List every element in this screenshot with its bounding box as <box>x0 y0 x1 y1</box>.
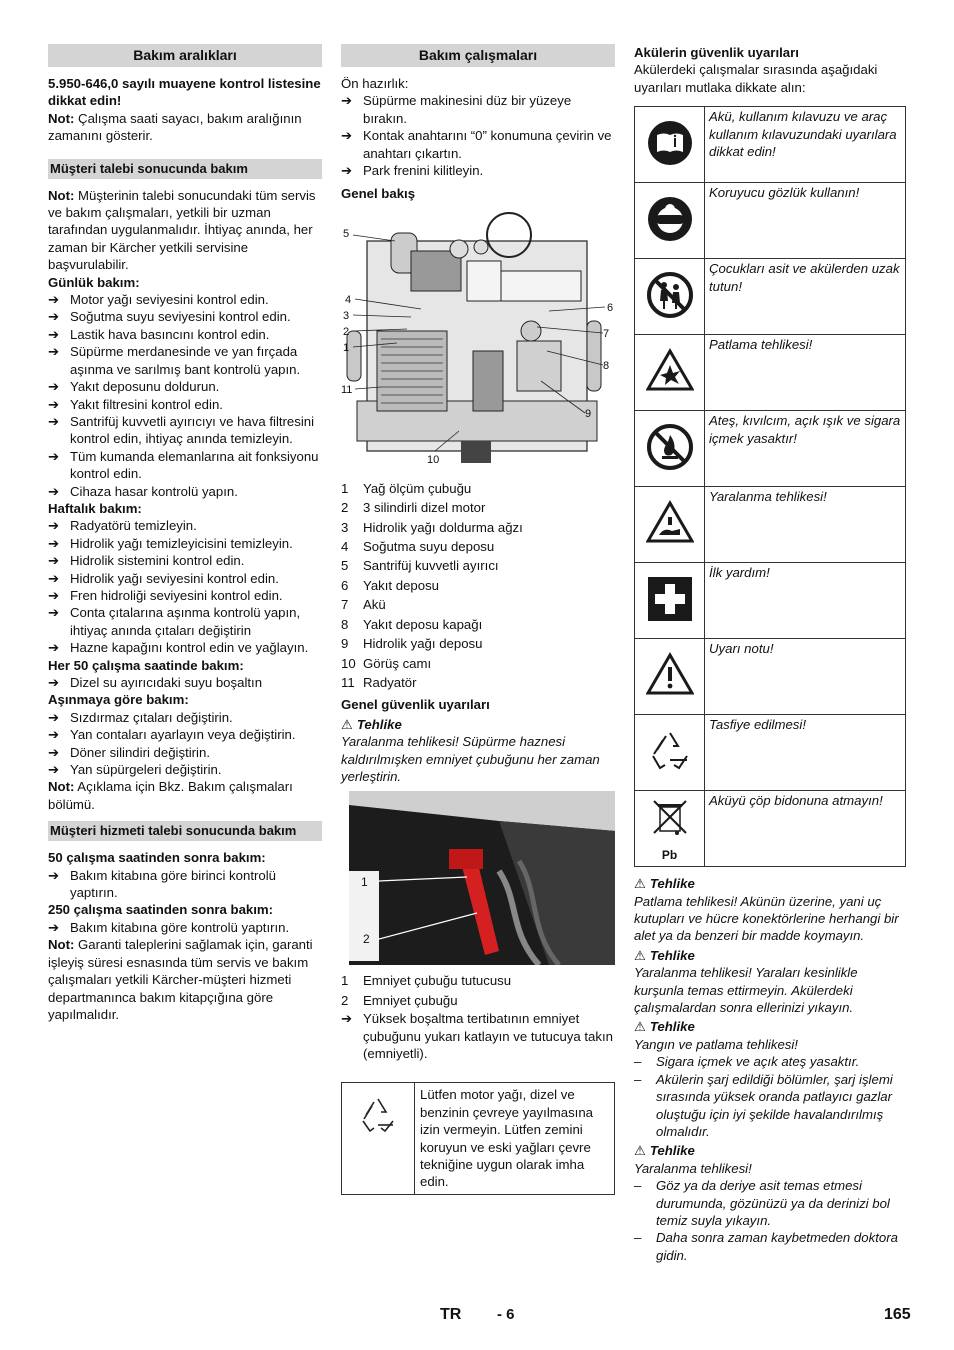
safety-bar-photo <box>349 791 615 965</box>
arrow-icon: ➔ <box>48 379 60 395</box>
list-item: ➔ Park frenini kilitleyin. <box>341 163 484 179</box>
arrow-icon: ➔ <box>341 128 353 144</box>
list-item: ➔ Yakıt deposunu doldurun. <box>48 379 220 395</box>
warning-icon: ⚠ <box>634 1143 646 1159</box>
callout-label: 4 <box>345 293 352 306</box>
callout-label: 3 <box>343 309 350 322</box>
list-item: ➔ Conta çıtalarına aşınma kontrolü yapın, ihtiyaç anında çıtaları değiştirin <box>48 605 301 638</box>
footer-language: TR <box>440 1306 462 1323</box>
warning-icon: ⚠ <box>634 876 646 892</box>
list-item: ➔ Yan süpürgeleri değiştirin. <box>48 762 222 778</box>
part-item: 2 Emniyet çubuğu <box>341 992 458 1008</box>
machine-drawing <box>341 211 615 473</box>
arrow-icon: ➔ <box>48 535 60 551</box>
symbol-text: Tasfiye edilmesi! <box>705 715 906 791</box>
part-item: 9 Hidrolik yağı deposu <box>341 636 483 652</box>
symbol-row <box>635 487 906 563</box>
callout-label: 5 <box>343 227 350 240</box>
battery-heading: Akülerin güvenlik uyarıları <box>634 45 799 60</box>
no-bin-icon <box>635 791 705 867</box>
danger-text: Yaralanma tehlikesi! Süpürme haznesi kaldırılmışken emniyet çubuğunu her zaman yerleştirin. <box>341 734 600 784</box>
wear-list <box>48 709 322 779</box>
symbol-text: Ateş, kıvılcım, açık ışık ve sigara içmek yasaktır! <box>705 411 906 487</box>
list-item: ➔ Hidrolik yağı seviyesini kontrol edin. <box>48 570 279 586</box>
danger4-list <box>634 1177 906 1264</box>
list-item: ➔ Süpürme makinesini düz bir yüzeye bırakın. <box>341 93 572 126</box>
symbol-row <box>635 411 906 487</box>
arrow-icon: ➔ <box>341 93 353 109</box>
callout-label: 1 <box>343 341 350 354</box>
arrow-icon: ➔ <box>48 919 60 935</box>
danger-text: Patlama tehlikesi! Akünün üzerine, yani uç kutupları ve hücre konektörlerine herhangi bir alet ya da benzeri bir madde koymayın. <box>634 893 899 944</box>
list-item: ➔ Cihaza hasar kontrolü yapın. <box>48 483 238 499</box>
photo-drawing <box>349 791 615 965</box>
callout-label: 9 <box>585 407 592 420</box>
list-item: – Akülerin şarj edildiği bölümler, şarj işlemi sırasında yüksek oranda patlayıcı gazlar oluştuğu için iyi şekilde havalandırılmış olmalıdır. <box>634 1071 893 1139</box>
machine-overview-figure <box>341 211 615 473</box>
arrow-icon: ➔ <box>48 675 60 690</box>
warning-icon: ⚠ <box>634 947 646 963</box>
subsection-heading: Müşteri hizmeti talebi sonucunda bakım <box>48 821 322 841</box>
list-item: ➔ Yüksek boşaltma tertibatının emniyet çubuğunu yukarı katlayın ve tutucuya takın (emniyetli). <box>341 1011 613 1061</box>
column-right <box>634 44 906 1264</box>
arrow-icon: ➔ <box>48 396 60 412</box>
arrow-icon: ➔ <box>48 326 60 342</box>
daily-list <box>48 291 322 500</box>
subsection-heading: Müşteri talebi sonucunda bakım <box>48 159 322 179</box>
after50-label: 50 çalışma saatinden sonra bakım: <box>48 850 266 866</box>
list-item: ➔ Motor yağı seviyesini kontrol edin. <box>48 292 269 308</box>
no-fire-icon <box>635 411 705 487</box>
after250-list <box>48 919 322 936</box>
callout-label: 10 <box>427 453 440 466</box>
arrow-icon: ➔ <box>48 518 60 534</box>
checklist-notice: 5.950-646,0 sayılı muayene kontrol listesine dikkat edin! <box>48 76 321 109</box>
after50-list <box>48 867 322 902</box>
callout-label: 8 <box>603 359 610 372</box>
danger-heading: ⚠ Tehlike <box>634 876 695 892</box>
wear-label: Aşınmaya göre bakım: <box>48 692 189 708</box>
list-item: – Göz ya da deriye asit temas etmesi durumunda, gözünüzü ya da derinizi bol temiz suyla yıkayın. <box>634 1178 890 1228</box>
recycle-icon <box>342 1083 415 1193</box>
prep-label: Ön hazırlık: <box>341 76 409 91</box>
part-item: 11 Radyatör <box>341 674 417 690</box>
list-item: ➔ Sızdırmaz çıtaları değiştirin. <box>48 709 233 725</box>
part-item: 6 Yakıt deposu <box>341 577 440 593</box>
danger3-list <box>634 1053 906 1140</box>
list-item: ➔ Fren hidroliği seviyesini kontrol edin. <box>48 587 283 603</box>
danger-text: Yangın ve patlama tehlikesi! <box>634 1036 798 1052</box>
part-item: 5 Santrifüj kuvvetli ayırıcı <box>341 558 499 574</box>
warning-icon <box>635 639 705 715</box>
battery-symbol-table <box>634 106 906 867</box>
explosion-icon <box>635 335 705 411</box>
danger-heading: ⚠ Tehlike <box>634 947 695 963</box>
recycle-icon <box>635 715 705 791</box>
part-item: 7 Akü <box>341 597 386 613</box>
daily-label: Günlük bakım: <box>48 274 140 290</box>
symbol-text: İlk yardım! <box>705 563 906 639</box>
corrosive-icon <box>635 487 705 563</box>
list-item: ➔ Tüm kumanda elemanlarına ait fonksiyonu kontrol edin. <box>48 448 319 482</box>
arrow-icon: ➔ <box>48 762 60 778</box>
callout-label: 11 <box>341 383 353 396</box>
list-item: ➔ Radyatörü temizleyin. <box>48 518 197 534</box>
danger-heading: ⚠ Tehlike <box>634 1019 695 1035</box>
list-item: ➔ Hazne kapağını kontrol edin ve yağlayın. <box>48 640 309 656</box>
footer-section: - 6 <box>497 1306 515 1323</box>
arrow-icon: ➔ <box>48 413 60 429</box>
symbol-text: Akü, kullanım kılavuzu ve araç kullanım kılavuzundaki uyarılara dikkat edin! <box>705 107 906 183</box>
goggles-icon <box>635 183 705 259</box>
list-item: ➔ Yakıt filtresini kontrol edin. <box>48 396 223 412</box>
part-item: 1 Yağ ölçüm çubuğu <box>341 480 472 496</box>
arrow-icon: ➔ <box>341 1011 353 1027</box>
arrow-icon: ➔ <box>48 292 60 308</box>
photo-parts-list <box>341 971 615 1010</box>
list-item: ➔ Hidrolik yağı temizleyicisini temizleyin. <box>48 535 293 551</box>
callout-label: 7 <box>603 327 610 340</box>
symbol-row <box>635 563 906 639</box>
environment-text: Lütfen motor yağı, dizel ve benzinin çevreye yayılmasına izin vermeyin. Lütfen zemini koruyun ve eski yağları çevre tekniğine uygun olarak imha edin. <box>420 1087 593 1190</box>
danger-text: Yaralanma tehlikesi! <box>634 1160 752 1176</box>
symbol-row <box>635 791 906 867</box>
h50-label: Her 50 çalışma saatinde bakım: <box>48 657 244 673</box>
list-item: ➔ Bakım kitabına göre kontrolü yaptırın. <box>48 919 290 935</box>
note: Not: Garanti taleplerini sağlamak için, garanti işleyiş süresi esnasında tüm servis ve bakım çalışmaları yetkili Kärcher-müşteri hizmeti departmanınca bakım kitapçığına göre yapılmalıdır. <box>48 937 313 1022</box>
list-item: ➔ Döner silindiri değiştirin. <box>48 744 210 760</box>
symbol-row <box>635 335 906 411</box>
arrow-icon: ➔ <box>48 640 60 656</box>
arrow-icon: ➔ <box>48 744 60 760</box>
list-item: ➔ Hidrolik sistemini kontrol edin. <box>48 553 245 569</box>
footer-page-number: 165 <box>884 1306 911 1323</box>
arrow-icon: ➔ <box>48 709 60 725</box>
h50-list <box>48 674 322 691</box>
manual-icon <box>635 107 705 183</box>
callout-label: 2 <box>343 325 350 338</box>
symbol-row <box>635 183 906 259</box>
arrow-icon: ➔ <box>48 553 60 569</box>
callout-label: 1 <box>361 875 368 890</box>
arrow-icon: ➔ <box>48 344 60 360</box>
weekly-label: Haftalık bakım: <box>48 500 142 516</box>
symbol-text: Aküyü çöp bidonuna atmayın! <box>705 791 906 867</box>
note: Not: Açıklama için Bkz. Bakım çalışmaları bölümü. <box>48 779 293 812</box>
overview-parts-list <box>341 479 615 692</box>
lead-symbol: Pb <box>661 847 678 862</box>
after250-label: 250 çalışma saatinden sonra bakım: <box>48 902 274 918</box>
section-heading: Bakım aralıkları <box>48 44 322 67</box>
arrow-icon: ➔ <box>48 309 60 325</box>
arrow-icon: ➔ <box>48 867 60 883</box>
list-item: – Daha sonra zaman kaybetmeden doktora gidin. <box>634 1230 898 1263</box>
part-item: 3 Hidrolik yağı doldurma ağzı <box>341 519 523 535</box>
prep-list <box>341 92 615 179</box>
arrow-icon: ➔ <box>48 727 60 743</box>
no-children-icon <box>635 259 705 335</box>
list-item: ➔ Bakım kitabına göre birinci kontrolü yaptırın. <box>48 867 276 901</box>
note: Not: Çalışma saati sayacı, bakım aralığının zamanını gösterir. <box>48 110 302 144</box>
list-item: ➔ Soğutma suyu seviyesini kontrol edin. <box>48 309 291 325</box>
list-item: ➔ Santrifüj kuvvetli ayırıcıyı ve hava filtresini kontrol edin, ihtiyaç anında temizleyin. <box>48 413 315 447</box>
overview-label: Genel bakış <box>341 186 416 202</box>
symbol-row <box>635 107 906 183</box>
list-item: ➔ Lastik hava basıncını kontrol edin. <box>48 326 270 342</box>
part-item: 10 Görüş camı <box>341 655 432 671</box>
symbol-row <box>635 639 906 715</box>
section-heading: Bakım çalışmaları <box>341 44 615 67</box>
danger-heading: ⚠ Tehlike <box>634 1143 695 1159</box>
danger-heading: ⚠ Tehlike <box>341 716 402 732</box>
arrow-icon: ➔ <box>48 448 60 464</box>
danger-text: Yaralanma tehlikesi! Yaraları kesinlikle kurşunla temas ettirmeyin. Akülerdeki çalışmalardan sonra ellerinizi yıkayın. <box>634 965 858 1016</box>
symbol-text: Çocukları asit ve akülerden uzak tutun! <box>705 259 906 335</box>
safety-label: Genel güvenlik uyarıları <box>341 697 490 713</box>
weekly-list <box>48 517 322 656</box>
arrow-icon: ➔ <box>341 163 353 179</box>
symbol-text: Uyarı notu! <box>705 639 906 715</box>
list-item: – Sigara içmek ve açık ateş yasaktır. <box>634 1054 860 1070</box>
note: Not: Müşterinin talebi sonucundaki tüm servis ve bakım çalışmaları, yetkili bir uzman tarafından uygulanmalıdır. İhtiyaç anında, her zaman bir Kärcher yetkili servisine başvurulabilir. <box>48 187 316 273</box>
battery-intro: Akülerdeki çalışmalar sırasında aşağıdaki uyarıları mutlaka dikkate alın: <box>634 62 878 95</box>
environment-notice <box>341 1082 615 1194</box>
part-item: 1 Emniyet çubuğu tutucusu <box>341 973 512 989</box>
first-aid-icon <box>635 563 705 639</box>
list-item: ➔ Dizel su ayırıcıdaki suyu boşaltın <box>48 675 263 690</box>
symbol-row <box>635 259 906 335</box>
column-middle <box>341 44 615 1195</box>
arrow-icon: ➔ <box>48 605 60 621</box>
battery-dangers <box>634 875 906 1264</box>
callout-label: 2 <box>363 932 370 947</box>
symbol-text: Patlama tehlikesi! <box>705 335 906 411</box>
symbol-text: Koruyucu gözlük kullanın! <box>705 183 906 259</box>
warning-icon: ⚠ <box>634 1019 646 1035</box>
callout-label: 6 <box>607 301 614 314</box>
list-item: ➔ Kontak anahtarını “0” konumuna çevirin ve anahtarı çıkartın. <box>341 128 612 161</box>
part-item: 8 Yakıt deposu kapağı <box>341 616 483 632</box>
arrow-icon: ➔ <box>48 570 60 586</box>
arrow-icon: ➔ <box>48 483 60 499</box>
list-item: ➔ Yan contaları ayarlayın veya değiştirin. <box>48 727 296 743</box>
column-left <box>48 44 322 1023</box>
symbol-text: Yaralanma tehlikesi! <box>705 487 906 563</box>
symbol-row <box>635 715 906 791</box>
warning-icon: ⚠ <box>341 716 353 732</box>
part-item: 2 3 silindirli dizel motor <box>341 500 486 516</box>
list-item: ➔ Süpürme merdanesinde ve yan fırçada aşınma ve sarılmış bant kontrolü yapın. <box>48 344 301 377</box>
arrow-icon: ➔ <box>48 587 60 603</box>
part-item: 4 Soğutma suyu deposu <box>341 539 495 555</box>
photo-steps-list <box>341 1010 615 1062</box>
